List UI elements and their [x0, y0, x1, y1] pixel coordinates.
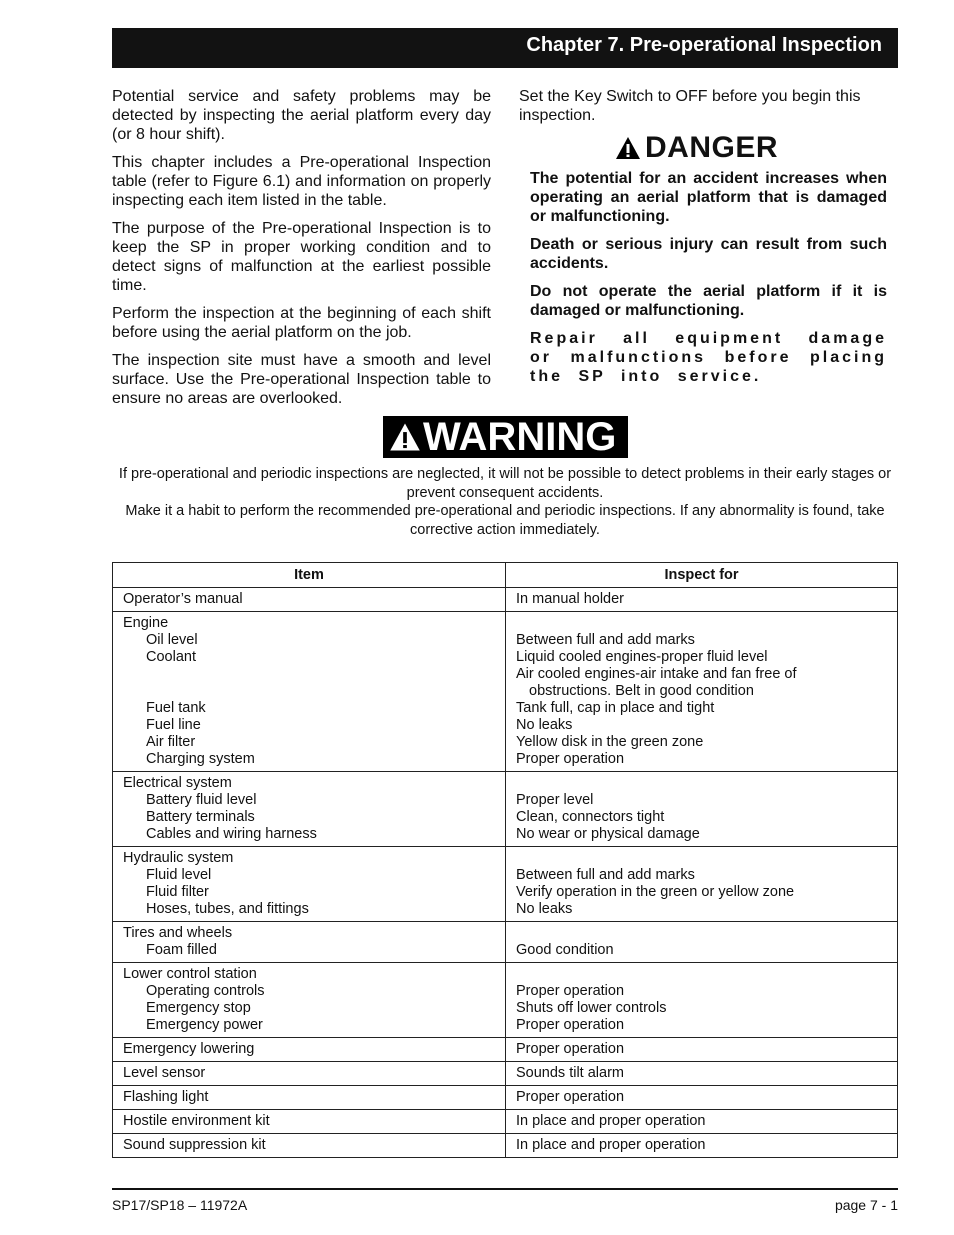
danger-paragraph: Repair all equipment damage or malfunctions before placing the SP into service.	[530, 330, 887, 385]
inspect-line: Shuts off lower controls	[516, 1000, 667, 1016]
page-number: page 7 - 1	[834, 1197, 898, 1213]
paragraph: Perform the inspection at the beginning of each shift before using the aerial platform on the job.	[112, 305, 491, 341]
document-code: SP17/SP18 – 11972A	[112, 1197, 248, 1213]
inspect-line: Liquid cooled engines-proper fluid level	[516, 649, 768, 665]
inspect-line: Yellow disk in the green zone	[516, 734, 704, 750]
sub-item: Charging system	[146, 751, 255, 767]
sub-item: Battery terminals	[146, 809, 255, 825]
warning-label: WARNING	[423, 415, 617, 459]
table-row	[113, 1110, 898, 1134]
inspect-cell	[506, 1110, 898, 1134]
footer-divider	[112, 1188, 898, 1190]
item-name: Flashing light	[123, 1089, 209, 1105]
item-name: Tires and wheels	[123, 925, 233, 941]
key-switch-note: Set the Key Switch to OFF before you begin this inspection.	[519, 88, 861, 124]
table-row	[113, 963, 898, 1038]
item-cell	[113, 1062, 506, 1086]
danger-triangle-icon	[615, 136, 641, 160]
item-cell	[113, 963, 506, 1038]
sub-item: Cables and wiring harness	[146, 826, 317, 842]
sub-item: Air filter	[146, 734, 196, 750]
table-header-row	[113, 563, 898, 588]
inspect-cell	[506, 922, 898, 963]
sub-item: Operating controls	[146, 983, 265, 999]
sub-item: Fluid filter	[146, 884, 209, 900]
inspect-line: Between full and add marks	[516, 867, 695, 883]
right-column	[519, 87, 898, 395]
table-row	[113, 847, 898, 922]
item-name: Engine	[123, 615, 169, 631]
danger-paragraph: Death or serious injury can result from such accidents.	[530, 236, 887, 272]
warning-line: Make it a habit to perform the recommended pre-operational and periodic inspections. If any abnormality is found, take corrective action immediately.	[125, 503, 885, 538]
table-row	[113, 1038, 898, 1062]
inspect-line: No wear or physical damage	[516, 826, 700, 842]
inspect-cell	[506, 847, 898, 922]
spacer	[516, 850, 887, 867]
item-name: Electrical system	[123, 775, 232, 791]
inspect-cell	[506, 1062, 898, 1086]
chapter-header	[112, 28, 898, 68]
spacer	[516, 925, 887, 942]
warning-text	[112, 465, 898, 539]
sub-item: Emergency power	[146, 1017, 263, 1033]
inspect-line: In place and proper operation	[516, 1137, 706, 1153]
item-cell	[113, 1110, 506, 1134]
table-row	[113, 1086, 898, 1110]
danger-body	[530, 169, 887, 386]
sub-item: Fuel tank	[146, 700, 206, 716]
sub-item: Foam filled	[146, 942, 217, 958]
inspect-line: Verify operation in the green or yellow zone	[516, 884, 795, 900]
inspect-cell	[506, 1038, 898, 1062]
inspect-line: Proper operation	[516, 1041, 625, 1057]
inspection-table	[112, 562, 898, 1158]
inspect-line: Between full and add marks	[516, 632, 695, 648]
paragraph: This chapter includes a Pre-operational Inspection table (refer to Figure 6.1) and information on properly inspecting each item listed in the table.	[112, 154, 491, 209]
inspect-cell	[506, 963, 898, 1038]
left-column	[112, 87, 491, 417]
inspect-line: Clean, connectors tight	[516, 809, 665, 825]
warning-triangle-icon	[389, 422, 421, 452]
chapter-title: Chapter 7. Pre-operational Inspection	[526, 34, 882, 56]
inspect-line: In place and proper operation	[516, 1113, 706, 1129]
inspect-line: Proper operation	[516, 751, 625, 767]
spacer	[123, 683, 495, 700]
sub-item: Coolant	[146, 649, 196, 665]
column-header-item: Item	[113, 563, 506, 588]
danger-heading	[615, 133, 898, 163]
item-cell	[113, 922, 506, 963]
item-name: Hydraulic system	[123, 850, 234, 866]
table-row	[113, 1062, 898, 1086]
paragraph: Potential service and safety problems may be detected by inspecting the aerial platform every day (or 8 hour shift).	[112, 88, 491, 143]
inspect-cell	[506, 1086, 898, 1110]
item-cell	[113, 772, 506, 847]
inspect-line: Air cooled engines-air intake and fan free of	[516, 666, 797, 682]
inspect-line: obstructions. Belt in good condition	[529, 683, 754, 699]
table-row	[113, 922, 898, 963]
item-cell	[113, 847, 506, 922]
inspect-line: In manual holder	[516, 591, 625, 607]
warning-line: If pre-operational and periodic inspections are neglected, it will not be possible to detect problems in their early stages or prevent consequent accidents.	[118, 466, 892, 501]
item-cell	[113, 588, 506, 612]
item-cell	[113, 1086, 506, 1110]
inspect-line: Proper level	[516, 792, 594, 808]
item-name: Operator’s manual	[123, 591, 243, 607]
inspect-cell	[506, 772, 898, 847]
item-cell	[113, 612, 506, 772]
danger-paragraph: Do not operate the aerial platform if it is damaged or malfunctioning.	[530, 283, 887, 319]
inspect-cell	[506, 588, 898, 612]
item-name: Lower control station	[123, 966, 257, 982]
danger-label: DANGER	[645, 131, 779, 164]
item-cell	[113, 1134, 506, 1158]
column-header-inspect: Inspect for	[506, 563, 898, 588]
sub-item: Fuel line	[146, 717, 201, 733]
item-cell	[113, 1038, 506, 1062]
spacer	[123, 666, 495, 683]
inspect-line: No leaks	[516, 717, 573, 733]
sub-item: Battery fluid level	[146, 792, 257, 808]
inspect-line: Proper operation	[516, 983, 625, 999]
item-name: Hostile environment kit	[123, 1113, 270, 1129]
sub-item: Hoses, tubes, and fittings	[146, 901, 309, 917]
paragraph: The purpose of the Pre-operational Inspection is to keep the SP in proper working condition and to detect signs of malfunction at the earliest possible time.	[112, 220, 491, 294]
spacer	[516, 966, 887, 983]
inspect-cell	[506, 612, 898, 772]
sub-item: Oil level	[146, 632, 198, 648]
item-name: Sound suppression kit	[123, 1137, 266, 1153]
inspect-cell	[506, 1134, 898, 1158]
table-row	[113, 1134, 898, 1158]
inspect-line: Proper operation	[516, 1017, 625, 1033]
sub-item: Emergency stop	[146, 1000, 251, 1016]
paragraph: The inspection site must have a smooth and level surface. Use the Pre-operational Inspection table to ensure no areas are overlooked.	[112, 352, 491, 407]
spacer	[516, 775, 887, 792]
danger-paragraph: The potential for an accident increases when operating an aerial platform that is damaged or malfunctioning.	[530, 170, 887, 225]
table-row	[113, 588, 898, 612]
inspect-line: No leaks	[516, 901, 573, 917]
spacer	[516, 615, 887, 632]
inspect-line: Sounds tilt alarm	[516, 1065, 624, 1081]
inspect-line: Proper operation	[516, 1089, 625, 1105]
item-name: Level sensor	[123, 1065, 206, 1081]
table-row	[113, 772, 898, 847]
inspect-line: Good condition	[516, 942, 614, 958]
table-row	[113, 612, 898, 772]
inspect-line: Tank full, cap in place and tight	[516, 700, 715, 716]
item-name: Emergency lowering	[123, 1041, 255, 1057]
sub-item: Fluid level	[146, 867, 212, 883]
warning-banner	[383, 416, 628, 458]
